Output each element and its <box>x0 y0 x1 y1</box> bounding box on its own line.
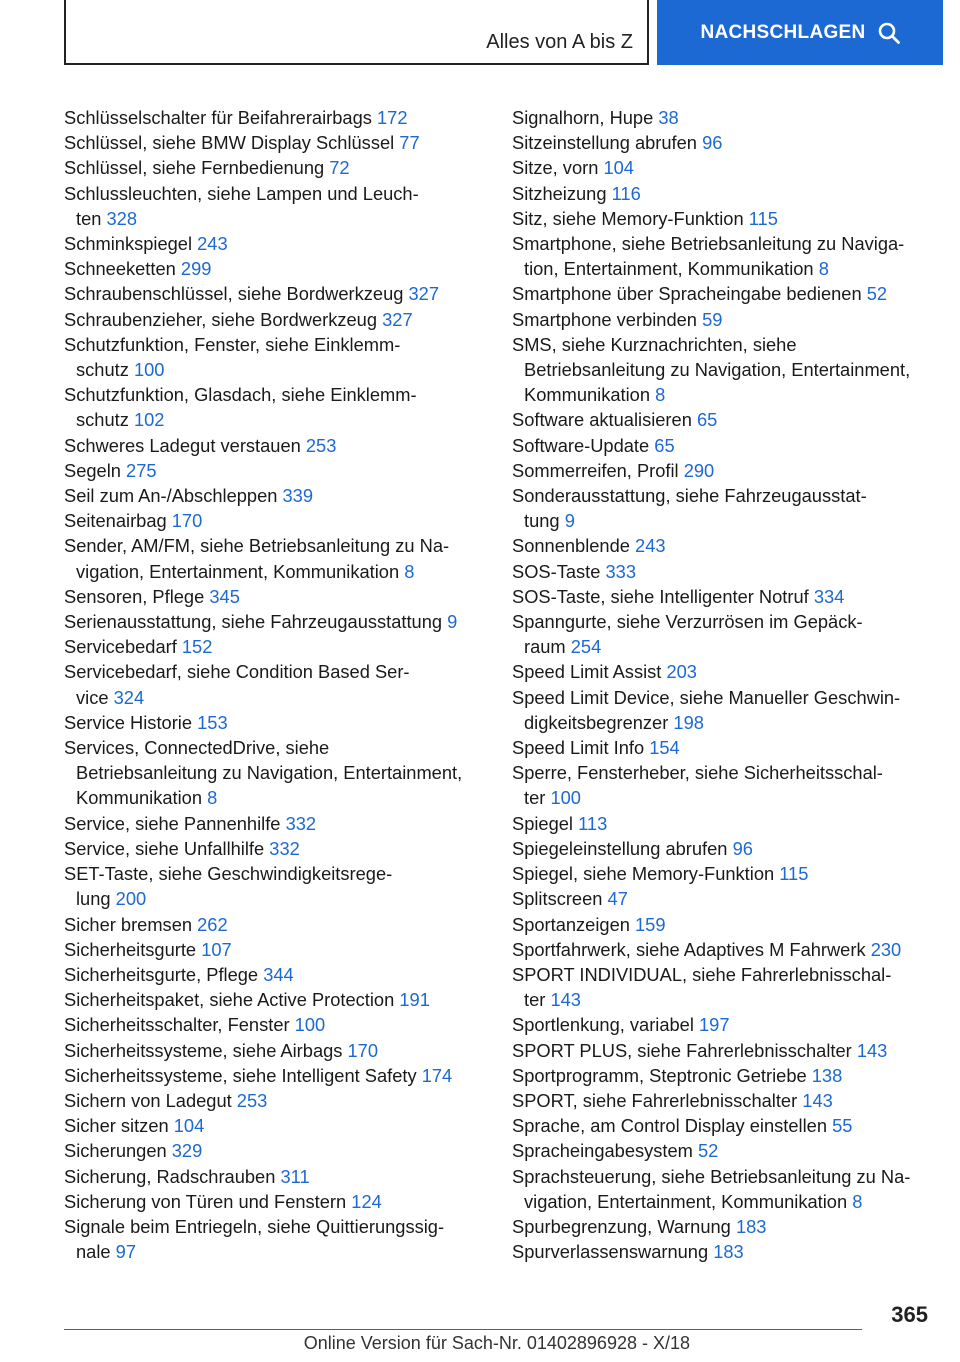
index-entry <box>64 332 484 382</box>
index-entry <box>512 584 932 609</box>
entry-term: Seitenairbag <box>64 510 167 532</box>
entry-term: Sitz, siehe Memory-Funktion <box>512 207 744 229</box>
index-entry <box>512 962 932 1012</box>
index-entry <box>64 987 484 1012</box>
entry-term: SOS-Taste <box>512 560 601 582</box>
page-reference-link[interactable]: 200 <box>115 888 147 910</box>
page-reference-link[interactable]: 113 <box>578 812 608 834</box>
page-reference-link[interactable]: 55 <box>832 1115 853 1137</box>
nav-label: NACHSCHLAGEN <box>700 21 866 43</box>
footer-divider <box>64 1329 862 1330</box>
page-reference-link[interactable]: 253 <box>305 434 337 456</box>
page-reference-link[interactable]: 153 <box>197 711 228 733</box>
index-entry <box>512 281 932 306</box>
entry-term: Sicher bremsen <box>64 913 193 935</box>
entry-term: Sicher sitzen <box>64 1115 169 1137</box>
index-entry <box>64 130 484 155</box>
index-entry <box>512 760 932 810</box>
entry-term-continuation: nale <box>76 1241 111 1263</box>
entry-term: SPORT PLUS, siehe Fahrerlebnisschalter <box>512 1039 852 1061</box>
index-entry <box>64 1138 484 1163</box>
page-reference-link[interactable]: 275 <box>126 459 157 481</box>
entry-term: Sprachsteuerung, siehe Betriebsanleitung zu Na- <box>512 1165 911 1187</box>
index-entry <box>512 307 932 332</box>
index-entry <box>64 609 484 634</box>
index-entry <box>64 307 484 332</box>
page-reference-link[interactable]: 96 <box>702 132 723 154</box>
entry-term: Smartphone über Spracheingabe bedienen <box>512 283 862 305</box>
page-reference-link[interactable]: 327 <box>408 283 440 305</box>
page-reference-link[interactable]: 143 <box>856 1039 888 1061</box>
page-reference-link[interactable]: 339 <box>282 485 314 507</box>
entry-term: Signalhorn, Hupe <box>512 107 654 128</box>
entry-term: Servicebedarf, siehe Condition Based Ser- <box>64 661 410 683</box>
index-entry <box>512 1239 932 1264</box>
page-reference-link[interactable]: 172 <box>376 107 408 128</box>
entry-term: Services, ConnectedDrive, siehe <box>64 737 330 759</box>
index-entry <box>64 634 484 659</box>
page-reference-link[interactable]: 197 <box>699 1014 730 1036</box>
page-reference-link[interactable]: 52 <box>866 283 888 305</box>
page-reference-link[interactable]: 8 <box>818 258 829 280</box>
page-reference-link[interactable]: 47 <box>607 888 628 910</box>
index-entry <box>64 1214 484 1264</box>
index-entry <box>64 1063 484 1088</box>
page-reference-link[interactable]: 174 <box>421 1064 453 1086</box>
page-reference-link[interactable]: 116 <box>611 182 641 204</box>
entry-term: Sitze, vorn <box>512 157 599 179</box>
index-entry <box>512 1063 932 1088</box>
entry-term: Software-Update <box>512 434 650 456</box>
entry-term: SET-Taste, siehe Geschwindigkeitsrege- <box>64 863 393 885</box>
page-reference-link[interactable]: 243 <box>635 535 666 557</box>
entry-term: Sonnenblende <box>512 535 630 557</box>
page-reference-link[interactable]: 38 <box>658 107 679 128</box>
page-reference-link[interactable]: 290 <box>683 459 715 481</box>
page-reference-link[interactable]: 65 <box>696 409 718 431</box>
page-reference-link[interactable]: 77 <box>399 132 420 154</box>
page-reference-link[interactable]: 115 <box>748 207 778 229</box>
page-reference-link[interactable]: 253 <box>236 1089 268 1111</box>
entry-term: SMS, siehe Kurznachrichten, siehe <box>512 333 797 355</box>
index-entry <box>512 1164 932 1214</box>
index-column-right <box>512 105 932 1264</box>
index-entry <box>64 483 484 508</box>
nachschlagen-nav-button[interactable] <box>657 0 943 65</box>
page-reference-link[interactable]: 72 <box>329 157 350 179</box>
page-reference-link[interactable]: 143 <box>802 1089 833 1111</box>
page-reference-link[interactable]: 65 <box>654 434 675 456</box>
page-reference-link[interactable]: 332 <box>285 812 317 834</box>
entry-term: Service Historie <box>64 711 193 733</box>
index-entry <box>64 508 484 533</box>
page-reference-link[interactable]: 159 <box>635 913 666 935</box>
index-entry <box>512 1012 932 1037</box>
header-title-box <box>64 0 649 65</box>
index-entry <box>64 105 484 130</box>
page-reference-link[interactable]: 8 <box>655 384 666 406</box>
index-entry <box>512 130 932 155</box>
entry-term: Spracheingabesystem <box>512 1140 693 1162</box>
entry-term: Schraubenschlüssel, siehe Bordwerkzeug <box>64 283 404 305</box>
entry-term: Spanngurte, siehe Verzurrösen im Gepäck- <box>512 611 863 633</box>
page-reference-link[interactable]: 333 <box>605 560 636 582</box>
entry-term: Sicherheitspaket, siehe Active Protection <box>64 989 395 1011</box>
entry-term-continuation: ten <box>76 207 102 229</box>
entry-term: Smartphone, siehe Betriebsanleitung zu Naviga- <box>512 233 905 255</box>
entry-term-continuation: Kommunikation <box>76 787 202 809</box>
page-reference-link[interactable]: 154 <box>649 737 680 759</box>
index-entry <box>512 912 932 937</box>
index-entry <box>64 584 484 609</box>
page-number: 365 <box>891 1302 928 1327</box>
page-reference-link[interactable]: 170 <box>347 1039 379 1061</box>
entry-term: Spiegel <box>512 812 573 834</box>
page-reference-link[interactable]: 100 <box>133 359 165 381</box>
entry-term: SOS-Taste, siehe Intelligenter Notruf <box>512 585 809 607</box>
index-entry <box>512 1038 932 1063</box>
page-reference-link[interactable]: 8 <box>852 1190 863 1212</box>
search-icon[interactable] <box>878 22 900 44</box>
page-reference-link[interactable]: 96 <box>732 837 753 859</box>
entry-term: Speed Limit Info <box>512 737 645 759</box>
entry-term: Sportfahrwerk, siehe Adaptives M Fahrwerk <box>512 938 866 960</box>
page-reference-link[interactable]: 254 <box>570 636 602 658</box>
entry-term: Sicherheitssysteme, siehe Intelligent Safety <box>64 1064 417 1086</box>
entry-term: SPORT, siehe Fahrerlebnisschalter <box>512 1089 798 1111</box>
index-entry <box>512 1113 932 1138</box>
entry-term: Serienausstattung, siehe Fahrzeugausstattung <box>64 611 443 633</box>
entry-term-continuation: ter <box>524 989 546 1011</box>
entry-term: Sicherheitsgurte, Pflege <box>64 963 259 985</box>
entry-term: Schlüssel, siehe Fernbedienung <box>64 157 325 179</box>
entry-term-continuation: Betriebsanleitung zu Navigation, Entertainment, <box>76 762 463 784</box>
index-entry <box>64 181 484 231</box>
entry-term: Schutzfunktion, Glasdach, siehe Einklemm- <box>64 384 417 406</box>
page-reference-link[interactable]: 8 <box>404 560 415 582</box>
page-reference-link[interactable]: 104 <box>173 1115 205 1137</box>
page-reference-link[interactable]: 324 <box>113 686 145 708</box>
entry-term: Service, siehe Pannenhilfe <box>64 812 281 834</box>
index-entry <box>512 609 932 659</box>
index-entry <box>64 231 484 256</box>
entry-term: Spurverlassenswarnung <box>512 1241 709 1263</box>
entry-term-continuation: vice <box>76 686 109 708</box>
entry-term-continuation: Betriebsanleitung zu Navigation, Entertainment, <box>524 359 911 381</box>
entry-term: Software aktualisieren <box>512 409 692 431</box>
entry-term: SPORT INDIVIDUAL, siehe Fahrerlebnisschal- <box>512 963 892 985</box>
index-entry <box>512 407 932 432</box>
page-reference-link[interactable]: 311 <box>280 1165 310 1187</box>
page-reference-link[interactable]: 262 <box>197 913 228 935</box>
index-entry <box>512 1088 932 1113</box>
index-entry <box>64 912 484 937</box>
page-reference-link[interactable]: 8 <box>207 787 218 809</box>
index-entry <box>512 533 932 558</box>
index-entry <box>64 937 484 962</box>
index-entry <box>64 382 484 432</box>
index-entry <box>64 433 484 458</box>
entry-term: Sicherheitsgurte <box>64 938 197 960</box>
entry-term: Schminkspiegel <box>64 233 193 255</box>
entry-term: Sommerreifen, Profil <box>512 459 679 481</box>
entry-term: Sportprogramm, Steptronic Getriebe <box>512 1064 807 1086</box>
entry-term: Speed Limit Device, siehe Manueller Geschwin- <box>512 686 901 708</box>
index-entry <box>512 1138 932 1163</box>
entry-term: Signale beim Entriegeln, siehe Quittierungssig- <box>64 1215 445 1237</box>
page-reference-link[interactable]: 198 <box>673 711 704 733</box>
entry-term: Sprache, am Control Display einstellen <box>512 1115 827 1137</box>
index-entry <box>512 559 932 584</box>
entry-term: Spiegeleinstellung abrufen <box>512 837 728 859</box>
index-entry <box>64 1189 484 1214</box>
index-entry <box>64 710 484 735</box>
index-entry <box>64 735 484 811</box>
entry-term: Schweres Ladegut verstauen <box>64 434 301 456</box>
entry-term-continuation: Kommunikation <box>524 384 650 406</box>
page-reference-link[interactable]: 230 <box>870 938 902 960</box>
index-entry <box>64 861 484 911</box>
index-entry <box>512 105 932 130</box>
index-entry <box>512 685 932 735</box>
index-entry <box>64 1088 484 1113</box>
index-entry <box>64 458 484 483</box>
footer-version-text: Online Version für Sach-Nr. 01402896928 - X/18 <box>303 1333 690 1353</box>
entry-term: Sonderausstattung, siehe Fahrzeugausstat- <box>512 485 867 507</box>
index-entry <box>512 458 932 483</box>
entry-term: Schlüsselschalter für Beifahrerairbags <box>64 107 372 128</box>
index-entry <box>64 659 484 709</box>
page-reference-link[interactable]: 191 <box>399 989 430 1011</box>
page-title: Alles von A bis Z <box>486 31 633 53</box>
index-entry <box>64 533 484 583</box>
index-entry <box>512 937 932 962</box>
entry-term: Schutzfunktion, Fenster, siehe Einklemm- <box>64 333 401 355</box>
page-reference-link[interactable]: 203 <box>666 661 697 683</box>
entry-term-continuation: digkeitsbegrenzer <box>524 711 669 733</box>
page-reference-link[interactable]: 332 <box>269 837 300 859</box>
index-entry <box>512 433 932 458</box>
entry-term-continuation: raum <box>524 636 566 658</box>
entry-term: Sperre, Fensterheber, siehe Sicherheitsschal- <box>512 762 883 784</box>
index-entry <box>64 1113 484 1138</box>
entry-term: Sitzeinstellung abrufen <box>512 132 697 154</box>
entry-term: Seil zum An-/Abschleppen <box>64 485 278 507</box>
index-entry <box>64 281 484 306</box>
page-reference-link[interactable]: 344 <box>263 963 294 985</box>
entry-term: Splitscreen <box>512 888 603 910</box>
page-reference-link[interactable]: 115 <box>779 863 809 885</box>
index-entry <box>64 256 484 281</box>
entry-term-continuation: vigation, Entertainment, Kommunikation <box>524 1190 848 1212</box>
index-entry <box>64 1038 484 1063</box>
index-entry <box>512 886 932 911</box>
page-reference-link[interactable]: 97 <box>115 1241 137 1263</box>
page-reference-link[interactable]: 107 <box>201 938 232 960</box>
page-reference-link[interactable]: 345 <box>209 585 240 607</box>
index-entry <box>512 861 932 886</box>
index-entry <box>512 836 932 861</box>
page-reference-link[interactable]: 52 <box>697 1140 719 1162</box>
page-reference-link[interactable]: 9 <box>564 510 575 532</box>
page-reference-link[interactable]: 183 <box>735 1215 767 1237</box>
entry-term: Sicherungen <box>64 1140 167 1162</box>
page-reference-link[interactable]: 334 <box>813 585 845 607</box>
entry-term: Smartphone verbinden <box>512 308 697 330</box>
index-entry <box>512 1214 932 1239</box>
entry-term: Sicherheitsschalter, Fenster <box>64 1014 290 1036</box>
page-reference-link[interactable]: 100 <box>550 787 581 809</box>
entry-term-continuation: vigation, Entertainment, Kommunikation <box>76 560 400 582</box>
entry-term: Schraubenzieher, siehe Bordwerkzeug <box>64 308 378 330</box>
entry-term-continuation: tion, Entertainment, Kommunikation <box>524 258 814 280</box>
page-reference-link[interactable]: 124 <box>351 1190 382 1212</box>
entry-term: Sicherung von Türen und Fenstern <box>64 1190 347 1212</box>
entry-term: Segeln <box>64 459 121 481</box>
entry-term-continuation: ter <box>524 787 546 809</box>
index-entry <box>512 483 932 533</box>
index-entry <box>64 155 484 180</box>
index-entry <box>512 231 932 281</box>
page-reference-link[interactable]: 152 <box>181 636 213 658</box>
entry-term: Spurbegrenzung, Warnung <box>512 1215 731 1237</box>
entry-term: Sportanzeigen <box>512 913 630 935</box>
page-reference-link[interactable]: 299 <box>180 258 212 280</box>
index-entry <box>512 181 932 206</box>
entry-term: Schlüssel, siehe BMW Display Schlüssel <box>64 132 395 154</box>
entry-term: Schlussleuchten, siehe Lampen und Leuch- <box>64 182 419 204</box>
page-reference-link[interactable]: 329 <box>171 1140 203 1162</box>
index-entry <box>512 659 932 684</box>
index-entry <box>64 1164 484 1189</box>
index-entry <box>512 735 932 760</box>
entry-term: Speed Limit Assist <box>512 661 662 683</box>
entry-term: Spiegel, siehe Memory-Funktion <box>512 863 775 885</box>
entry-term-continuation: schutz <box>76 359 129 381</box>
entry-term: Sensoren, Pflege <box>64 585 205 607</box>
entry-term: Service, siehe Unfallhilfe <box>64 837 265 859</box>
page-reference-link[interactable]: 170 <box>171 510 203 532</box>
entry-term: Sichern von Ladegut <box>64 1089 232 1111</box>
page-reference-link[interactable]: 59 <box>702 308 723 330</box>
entry-term: Schneeketten <box>64 258 176 280</box>
entry-term: Sportlenkung, variabel <box>512 1014 694 1036</box>
page-reference-link[interactable]: 138 <box>811 1064 843 1086</box>
entry-term: Sitzheizung <box>512 182 607 204</box>
page-reference-link[interactable]: 102 <box>133 409 165 431</box>
index-entry <box>512 332 932 408</box>
entry-term-continuation: tung <box>524 510 560 532</box>
index-entry <box>512 811 932 836</box>
index-column-left <box>64 105 484 1264</box>
page-reference-link[interactable]: 9 <box>447 611 458 633</box>
index-entry <box>64 1012 484 1037</box>
page-reference-link[interactable]: 100 <box>294 1014 326 1036</box>
page-reference-link[interactable]: 327 <box>382 308 413 330</box>
page-reference-link[interactable]: 183 <box>713 1241 744 1263</box>
page-reference-link[interactable]: 243 <box>197 233 228 255</box>
index-entry <box>64 811 484 836</box>
entry-term: Sicherung, Radschrauben <box>64 1165 276 1187</box>
page-reference-link[interactable]: 104 <box>603 157 634 179</box>
entry-term: Sicherheitssysteme, siehe Airbags <box>64 1039 343 1061</box>
index-entry <box>64 962 484 987</box>
index-entry <box>512 155 932 180</box>
index-entry <box>64 836 484 861</box>
entry-term: Servicebedarf <box>64 636 177 658</box>
entry-term-continuation: lung <box>76 888 111 910</box>
index-entry <box>512 206 932 231</box>
page-reference-link[interactable]: 328 <box>106 207 138 229</box>
entry-term: Sender, AM/FM, siehe Betriebsanleitung zu Na- <box>64 535 450 557</box>
page-reference-link[interactable]: 143 <box>550 989 581 1011</box>
entry-term-continuation: schutz <box>76 409 129 431</box>
